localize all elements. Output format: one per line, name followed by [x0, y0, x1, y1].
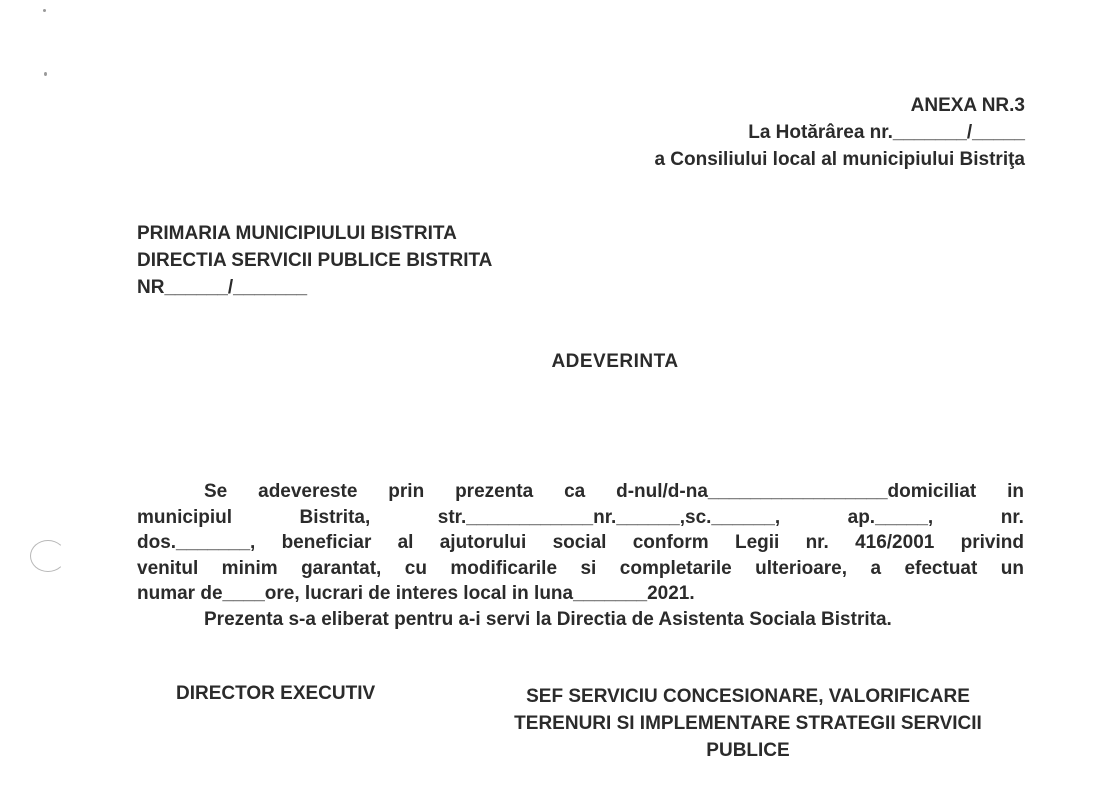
council-reference: a Consiliului local al municipiului Bistriţa — [654, 149, 1025, 170]
signature-service-chief — [478, 683, 1018, 764]
issuer-block — [137, 220, 492, 301]
punch-hole-mark — [30, 540, 66, 572]
scan-speck — [44, 72, 47, 76]
body-line: Se adevereste prin prezenta ca d-nul/d-na_________________domiciliat in — [204, 481, 1024, 502]
signature-line: TERENURI SI IMPLEMENTARE STRATEGII SERVICII — [514, 713, 982, 734]
document-body — [137, 479, 1024, 632]
body-line: venitul minim garantat, cu modificarile si completarile ulterioare, a efectuat un — [137, 557, 1024, 579]
department-name: DIRECTIA SERVICII PUBLICE BISTRITA — [137, 250, 493, 271]
annex-title: ANEXA NR.3 — [910, 95, 1025, 116]
institution-name: PRIMARIA MUNICIPIULUI BISTRITA — [137, 223, 457, 244]
registration-number: NR______/_______ — [137, 277, 308, 298]
scan-speck — [43, 9, 46, 12]
body-line: dos._______, beneficiar al ajutorului social conform Legii nr. 416/2001 privind — [137, 532, 1024, 553]
signature-line: PUBLICE — [706, 740, 790, 761]
body-line: municipiul Bistrita, str.____________nr.______,sc.______, ap._____, nr. — [137, 506, 1024, 528]
signature-director: DIRECTOR EXECUTIV — [176, 683, 376, 704]
decision-reference: La Hotărârea nr._______/_____ — [748, 122, 1025, 143]
closing-statement: Prezenta s-a eliberat pentru a-i servi la Directia de Asistenta Sociala Bistrita. — [204, 608, 892, 630]
document-title: ADEVERINTA — [551, 351, 679, 372]
annex-header — [654, 92, 1025, 173]
signature-line: SEF SERVICIU CONCESIONARE, VALORIFICARE — [526, 686, 970, 707]
body-line: numar de____ore, lucrari de interes local in luna_______2021. — [137, 583, 695, 604]
